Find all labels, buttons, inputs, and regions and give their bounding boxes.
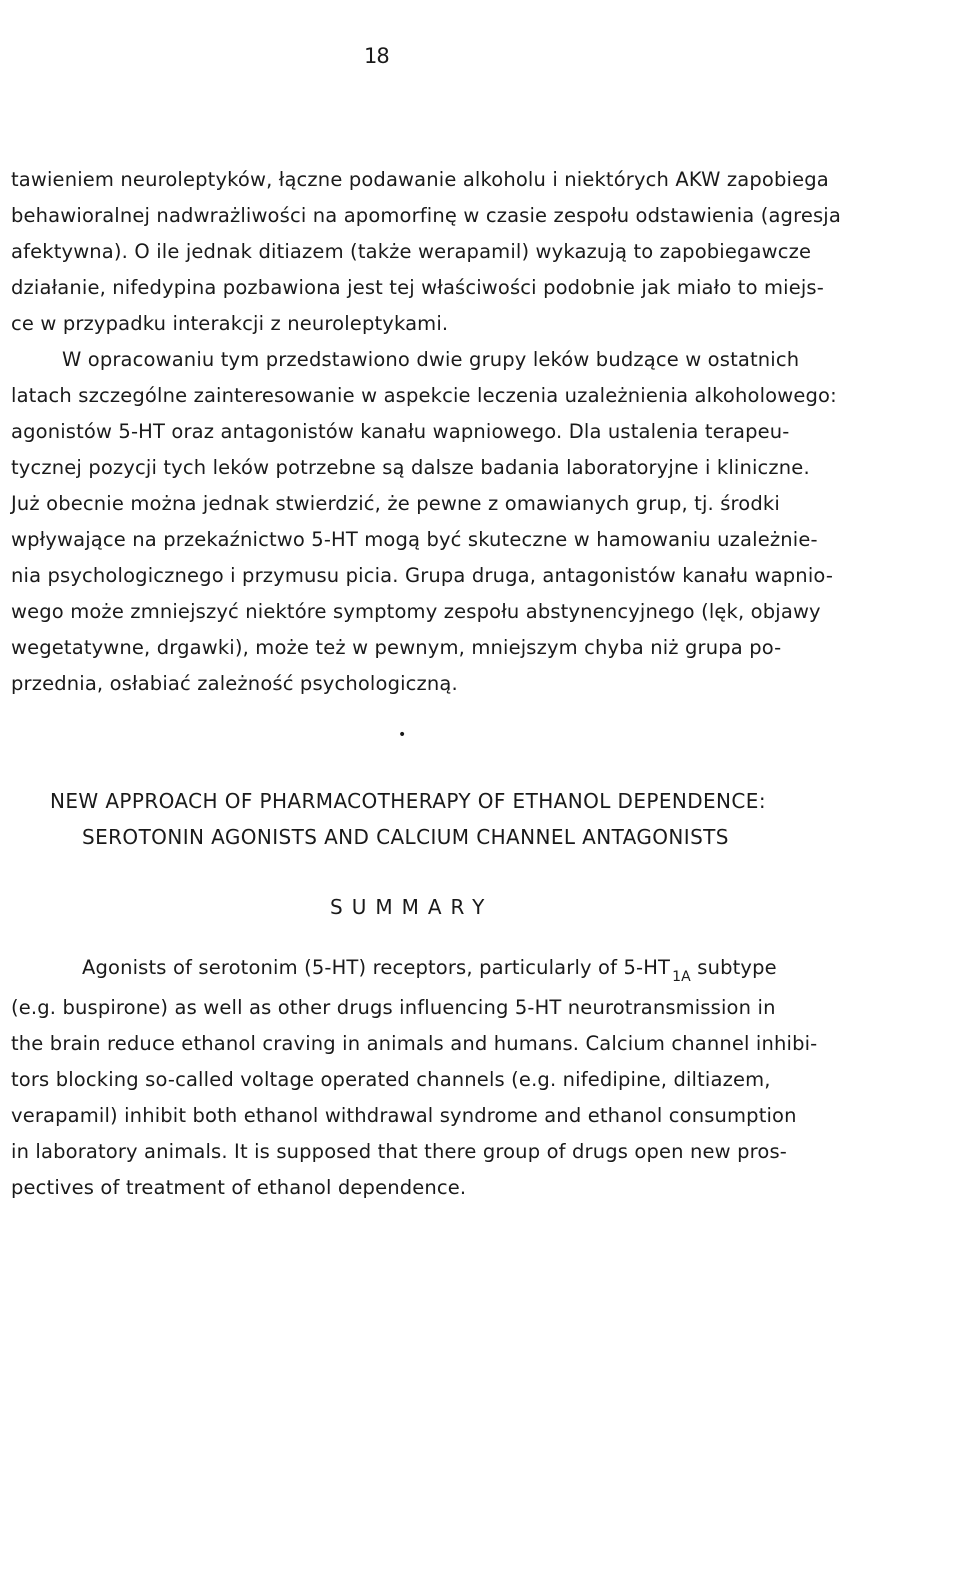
text-line: przednia, osłabiać zależność psychologiczną. — [11, 672, 458, 695]
summary-line-1 — [82, 956, 908, 985]
text-line: wpływające na przekaźnictwo 5-HT mogą być skuteczne w hamowaniu uzależnie- — [11, 528, 818, 551]
summary-heading: SUMMARY — [330, 895, 494, 919]
text-line: in laboratory animals. It is supposed that there group of drugs open new pros- — [11, 1140, 787, 1163]
text-line: nia psychologicznego i przymusu picia. Grupa druga, antagonistów kanału wapnio- — [11, 564, 834, 587]
text-line: wegetatywne, drgawki), może też w pewnym, mniejszym chyba niż grupa po- — [11, 636, 782, 659]
text-line: latach szczególne zainteresowanie w aspekcie leczenia uzależnienia alkoholowego: — [11, 384, 837, 407]
text-line: pectives of treatment of ethanol dependence. — [11, 1176, 467, 1199]
summary-line-1-end: subtype — [690, 956, 777, 979]
text-line: behawioralnej nadwrażliwości na apomorfinę w czasie zespołu odstawienia (agresja — [11, 204, 841, 227]
english-title-line-1: NEW APPROACH OF PHARMACOTHERAPY OF ETHANOL DEPENDENCE: — [50, 789, 766, 813]
text-line: ce w przypadku interakcji z neuroleptykami. — [11, 312, 449, 335]
text-line: wego może zmniejszyć niektóre symptomy zespołu abstynencyjnego (lęk, objawy — [11, 600, 821, 623]
page-number: 18 — [364, 44, 389, 68]
bullet-mark: • — [398, 727, 407, 743]
text-line: verapamil) inhibit both ethanol withdrawal syndrome and ethanol consumption — [11, 1104, 797, 1127]
text-line: tors blocking so-called voltage operated channels (e.g. nifedipine, diltiazem, — [11, 1068, 771, 1091]
summary-line-1-text: Agonists of serotonim (5-HT) receptors, particularly of 5-HT — [82, 956, 671, 979]
subscript-1a: 1A — [672, 969, 691, 985]
text-line: W opracowaniu tym przedstawiono dwie grupy leków budzące w ostatnich — [62, 348, 800, 371]
text-line: the brain reduce ethanol craving in animals and humans. Calcium channel inhibi- — [11, 1032, 818, 1055]
text-line: Już obecnie można jednak stwierdzić, że pewne z omawianych grup, tj. środki — [11, 492, 780, 515]
text-line: działanie, nifedypina pozbawiona jest tej właściwości podobnie jak miało to miejs- — [11, 276, 824, 299]
english-title-line-2: SEROTONIN AGONISTS AND CALCIUM CHANNEL ANTAGONISTS — [82, 825, 729, 849]
text-line: tycznej pozycji tych leków potrzebne są dalsze badania laboratoryjne i kliniczne. — [11, 456, 810, 479]
text-line: afektywna). O ile jednak ditiazem (także werapamil) wykazują to zapobiegawcze — [11, 240, 812, 263]
text-line: (e.g. buspirone) as well as other drugs influencing 5-HT neurotransmission in — [11, 996, 776, 1019]
text-line: agonistów 5-HT oraz antagonistów kanału wapniowego. Dla ustalenia terapeu- — [11, 420, 790, 443]
text-line: tawieniem neuroleptyków, łączne podawanie alkoholu i niektórych AKW zapobiega — [11, 168, 829, 191]
